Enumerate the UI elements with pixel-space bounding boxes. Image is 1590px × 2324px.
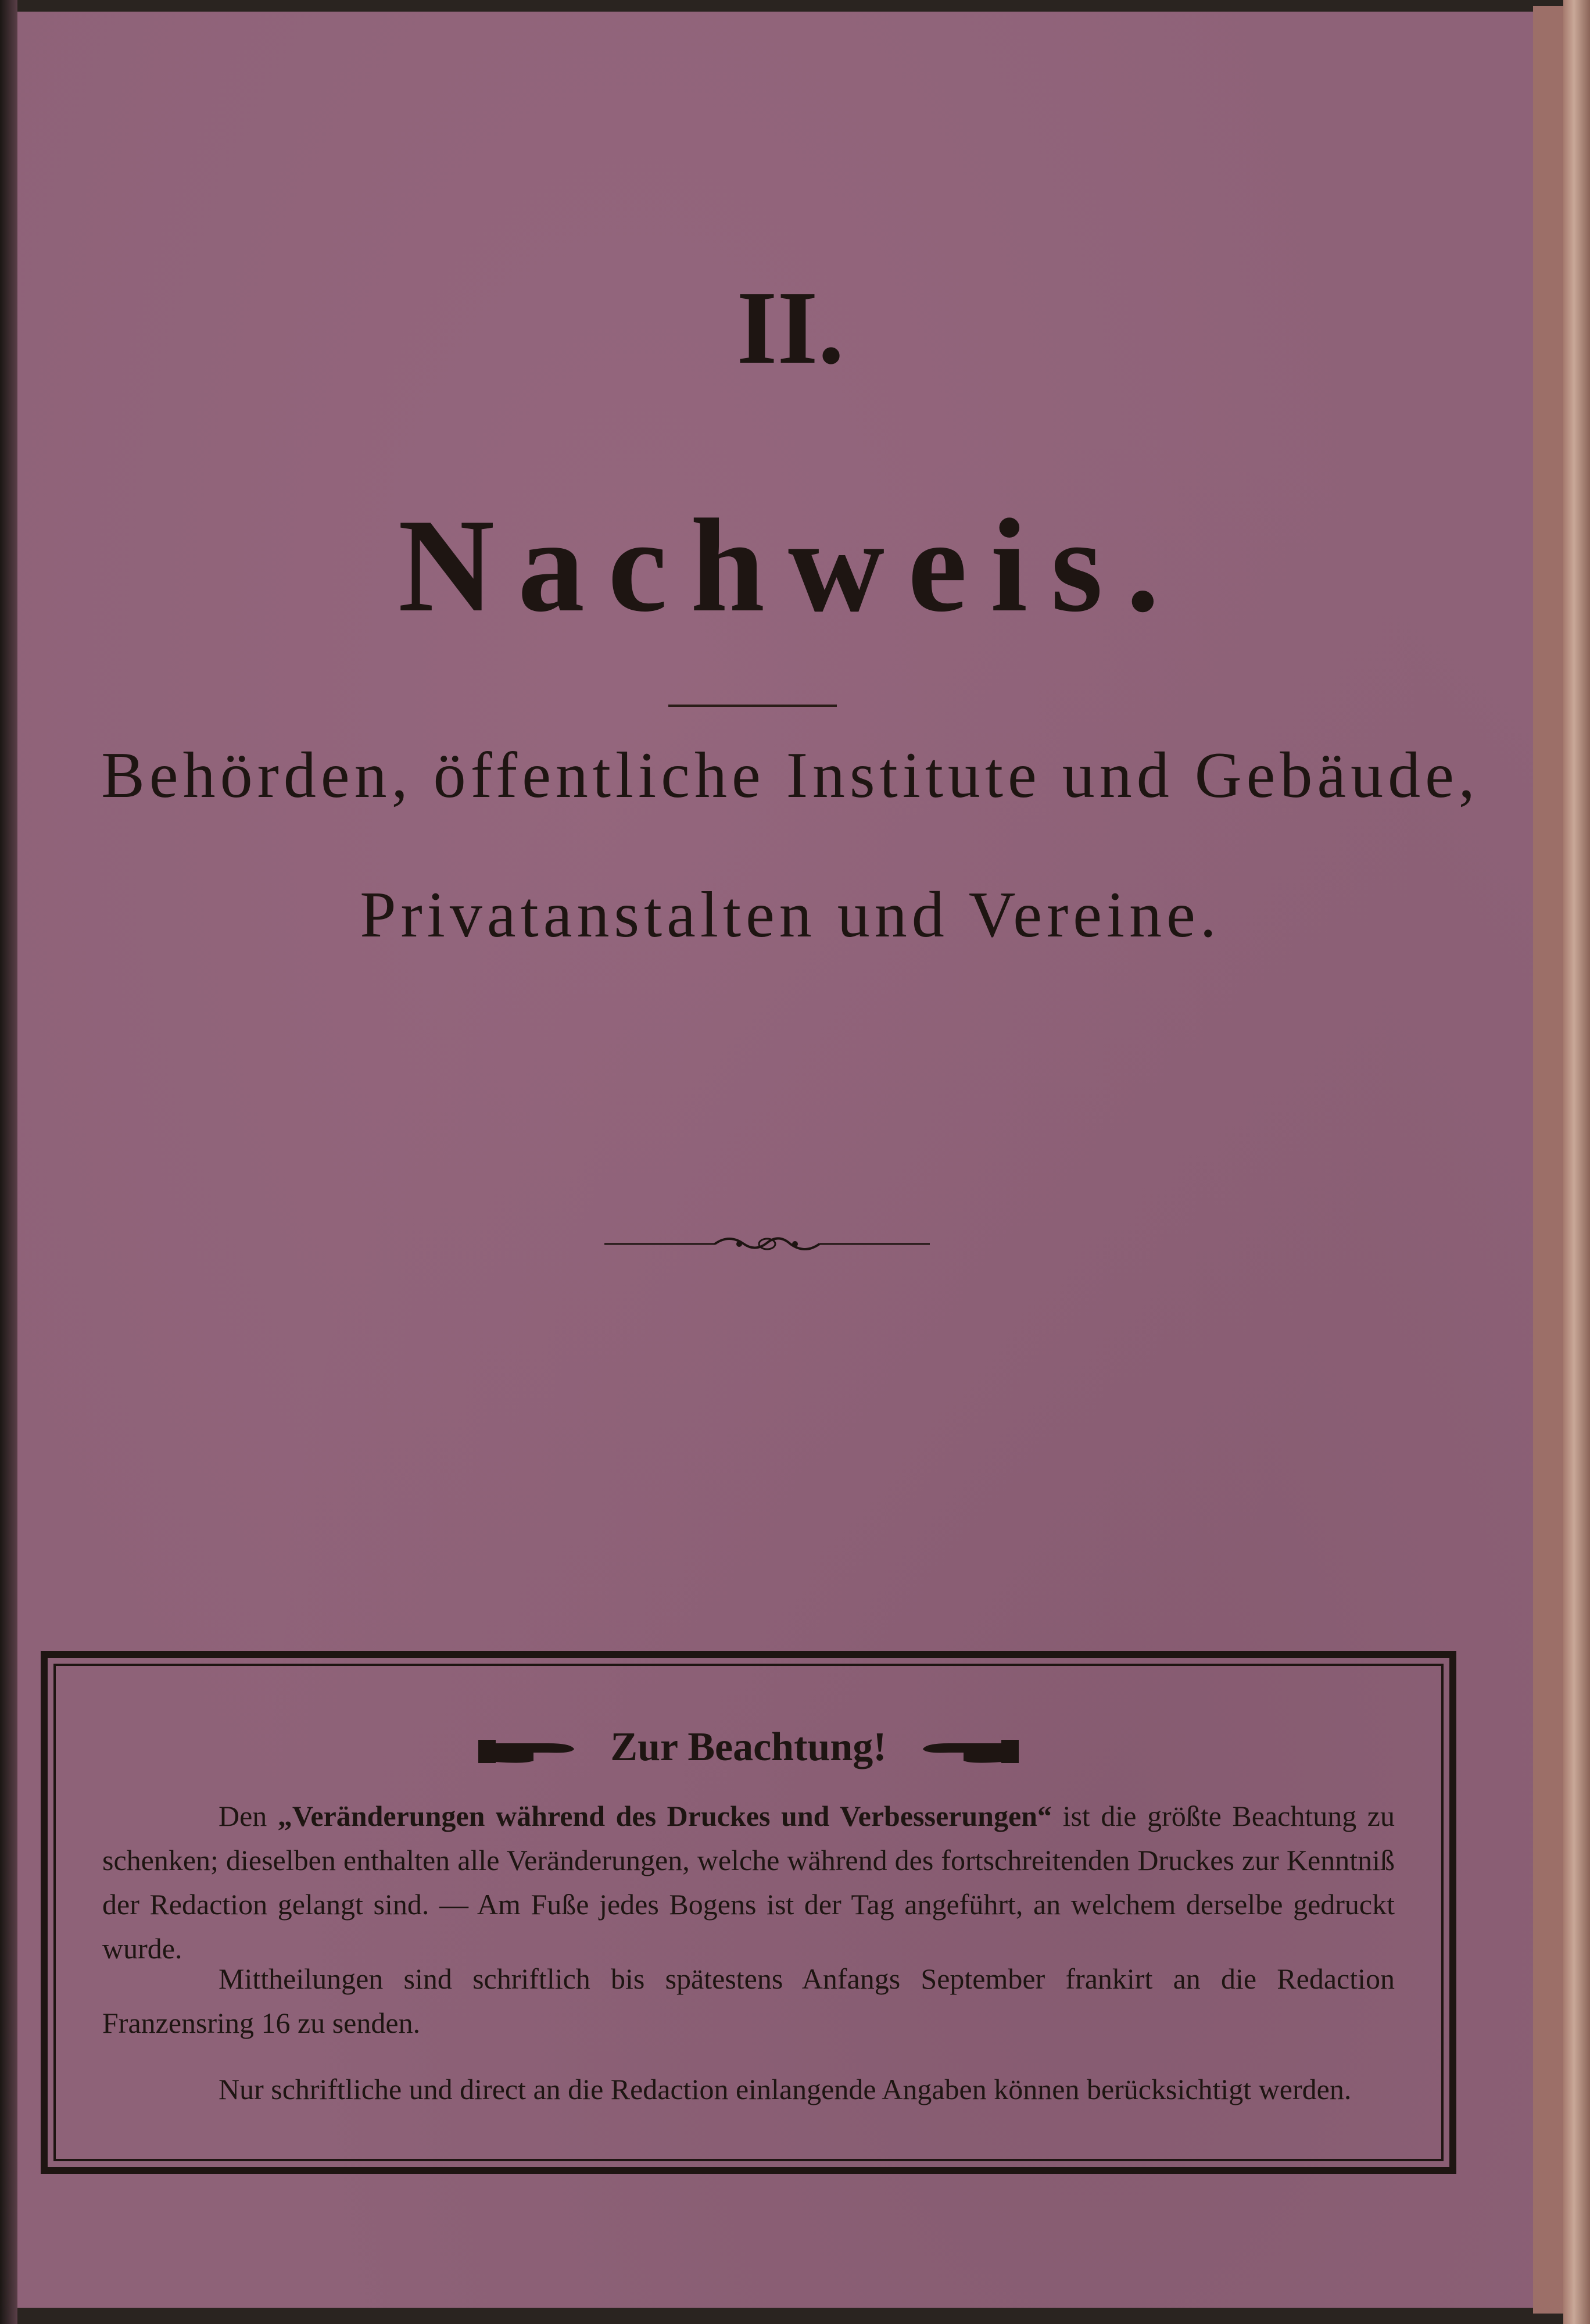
page-title: Nachweis. — [398, 491, 1183, 639]
para2-body: Mittheilungen sind schriftlich bis spätestens Anfangs September frankirt an die Redaction Franzensring 16 zu senden. — [102, 1962, 1395, 2039]
subtitle-line-1: Behörden, öffentliche Institute und Gebäude, — [101, 739, 1480, 811]
notice-heading: Zur Beachtung! — [610, 1725, 887, 1769]
pointing-hand-right-icon — [478, 1735, 577, 1767]
para3-body: Nur schriftliche und direct an die Redaction einlangende Angaben können berücksichtigt werden. — [219, 2073, 1352, 2105]
title-rule — [668, 705, 837, 707]
para1-body: ist die größte Beachtung zu schenken; dieselben enthalten alle Veränderungen, welche während des fortschreitenden Druckes zur Kenntniß der Redaction gelangt sind. — Am Fuße jedes Bogens ist der Tag angeführt, an welchem derselbe gedruckt wurde. — [102, 1800, 1395, 1965]
notice-paragraph-2 — [102, 1957, 1395, 2045]
ornament-divider-icon — [604, 1227, 930, 1261]
page-binding-shadow — [0, 0, 17, 2324]
notice-inner-border — [53, 1664, 1444, 2161]
pointing-hand-left-icon — [920, 1735, 1019, 1767]
notice-heading-row — [56, 1724, 1441, 1771]
notice-paragraph-1 — [102, 1794, 1395, 1971]
notice-paragraph-3 — [102, 2067, 1395, 2111]
book-fore-edge — [1563, 0, 1590, 2324]
subtitle-line-2: Privatanstalten und Vereine. — [360, 879, 1221, 951]
notice-box — [41, 1651, 1456, 2174]
para1-emphasis: „Veränderungen während des Druckes und Verbesserungen“ — [277, 1800, 1052, 1832]
page-edge-strip — [1533, 6, 1563, 2314]
para1-intro: Den — [219, 1800, 267, 1832]
section-number: II. — [736, 270, 844, 385]
document-page — [17, 12, 1563, 2308]
